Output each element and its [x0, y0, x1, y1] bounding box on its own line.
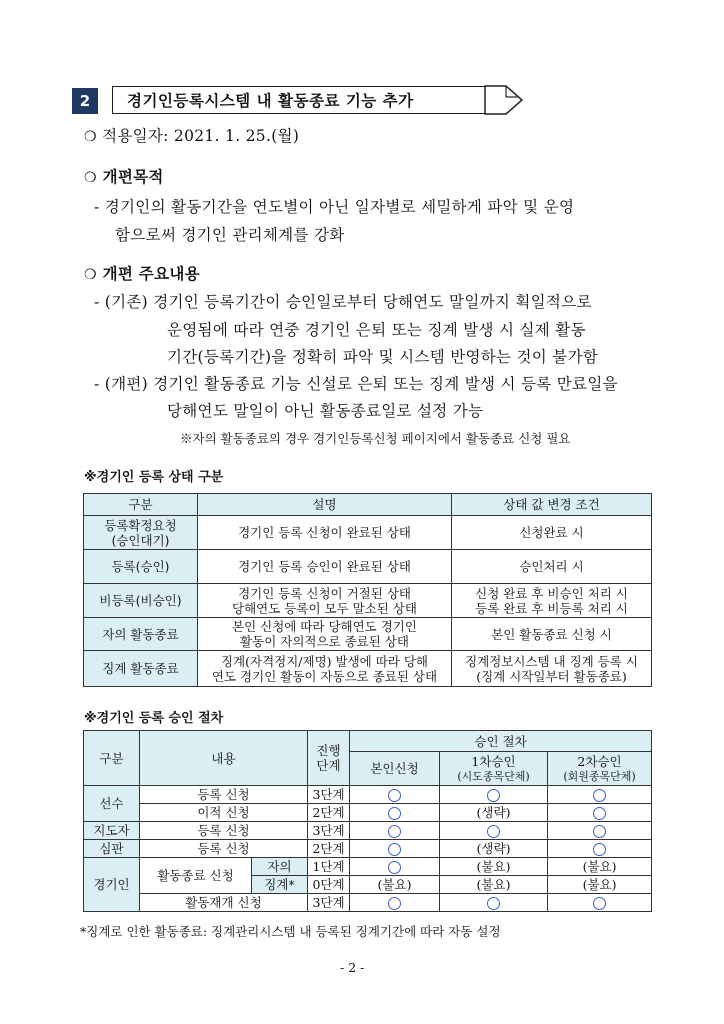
status-table	[83, 493, 652, 687]
circle-icon	[388, 825, 401, 838]
status-condition: 징계정보시스템 내 징계 등록 시 (징계 시작일부터 활동종료)	[452, 651, 652, 687]
column-header: 진행 단계	[308, 731, 350, 786]
row-second	[548, 840, 652, 858]
circle-icon	[593, 897, 606, 910]
circle-icon	[593, 807, 606, 820]
circle-bullet-icon: ❍	[84, 129, 97, 145]
column-header: 상태 값 변경 조건	[452, 494, 652, 516]
circle-icon	[388, 861, 401, 874]
row-first	[440, 894, 548, 912]
row-content: 등록 신청	[140, 822, 308, 840]
row-content-group: 활동종료 신청	[140, 858, 252, 894]
changes-before-line: - (기존) 경기인 등록기간이 승인일로부터 당해연도 말일까지 획일적으로	[94, 293, 592, 311]
row-first: (생략)	[440, 804, 548, 822]
row-stage: 3단계	[308, 894, 350, 912]
column-header: 승인 절차	[350, 731, 652, 752]
column-header: 구분	[84, 494, 198, 516]
row-stage: 3단계	[308, 822, 350, 840]
table-row	[84, 894, 652, 912]
page-number: - 2 -	[340, 960, 365, 975]
section-title: 경기인등록시스템 내 활동종료 기능 추가	[112, 86, 507, 114]
row-first: (불요)	[440, 876, 548, 894]
column-header: 내용	[140, 731, 308, 786]
status-description: 경기인 등록 신청이 완료된 상태	[198, 516, 452, 550]
approval-header-row	[84, 731, 652, 752]
status-table-header-row	[84, 494, 652, 516]
section-number: 2	[72, 88, 98, 114]
status-condition: 승인처리 시	[452, 550, 652, 584]
row-stage: 2단계	[308, 804, 350, 822]
changes-heading: ❍ 개편 주요내용	[84, 264, 200, 283]
row-first: (불요)	[440, 858, 548, 876]
status-description: 징계(자격정지/제명) 발생에 따라 당해 연도 경기인 활동이 자동으로 종료된 상태	[198, 651, 452, 687]
circle-icon	[388, 843, 401, 856]
circle-icon	[487, 825, 500, 838]
circle-icon	[593, 789, 606, 802]
column-header: 본인신청	[350, 752, 440, 786]
group-label: 경기인	[84, 858, 140, 912]
group-label: 선수	[84, 786, 140, 822]
row-second	[548, 822, 652, 840]
purpose-line: - 경기인의 활동기간을 연도별이 아닌 일자별로 세밀하게 파악 및 운영	[94, 198, 575, 216]
table-row	[84, 516, 652, 550]
circle-icon	[593, 825, 606, 838]
row-content: 등록 신청	[140, 840, 308, 858]
circle-icon	[487, 789, 500, 802]
table-row	[84, 840, 652, 858]
row-first	[440, 786, 548, 804]
row-content: 자의	[252, 858, 308, 876]
status-category: 자의 활동종료	[84, 618, 198, 651]
status-condition: 신청완료 시	[452, 516, 652, 550]
group-label: 지도자	[84, 822, 140, 840]
row-stage: 3단계	[308, 786, 350, 804]
row-second	[548, 804, 652, 822]
changes-after-line: 당해연도 말일이 아닌 활동종료일로 설정 가능	[167, 402, 484, 420]
row-self	[350, 786, 440, 804]
row-self	[350, 894, 440, 912]
row-second	[548, 786, 652, 804]
table-row	[84, 786, 652, 804]
table-row	[84, 858, 652, 876]
row-self: (불요)	[350, 876, 440, 894]
column-header: 구분	[84, 731, 140, 786]
row-stage: 1단계	[308, 858, 350, 876]
purpose-line: 함으로써 경기인 관리체계를 강화	[115, 226, 345, 244]
table-row	[84, 804, 652, 822]
status-condition: 신청 완료 후 비승인 처리 시 등록 완료 후 비등록 처리 시	[452, 584, 652, 618]
row-self	[350, 840, 440, 858]
status-category: 등록확정요청 (승인대기)	[84, 516, 198, 550]
table-row	[84, 584, 652, 618]
status-category: 비등록(비승인)	[84, 584, 198, 618]
row-first	[440, 822, 548, 840]
changes-note: ※자의 활동종료의 경우 경기인등록신청 페이지에서 활동종료 신청 필요	[180, 431, 571, 446]
column-header: 1차승인 (시도종목단체)	[440, 752, 548, 786]
row-stage: 0단계	[308, 876, 350, 894]
table-row	[84, 618, 652, 651]
row-content: 등록 신청	[140, 786, 308, 804]
status-condition: 본인 활동종료 신청 시	[452, 618, 652, 651]
approval-table-title: ※경기인 등록 승인 절차	[84, 711, 224, 726]
circle-icon	[388, 807, 401, 820]
section-title-fold-decoration	[484, 85, 524, 116]
row-self	[350, 822, 440, 840]
table-row	[84, 550, 652, 584]
purpose-heading: ❍ 개편목적	[84, 167, 164, 186]
status-category: 등록(승인)	[84, 550, 198, 584]
status-description: 본인 신청에 따라 당해연도 경기인 활동이 자의적으로 종료된 상태	[198, 618, 452, 651]
circle-icon	[593, 843, 606, 856]
status-table-title: ※경기인 등록 상태 구분	[84, 470, 224, 485]
row-content: 이적 신청	[140, 804, 308, 822]
row-second	[548, 894, 652, 912]
changes-before-line: 기간(등록기간)을 정확히 파악 및 시스템 반영하는 것이 불가함	[167, 348, 599, 366]
table-row	[84, 651, 652, 687]
row-self	[350, 858, 440, 876]
group-label: 심판	[84, 840, 140, 858]
column-header: 설명	[198, 494, 452, 516]
effective-date: ❍ 적용일자: 2021. 1. 25.(월)	[84, 127, 300, 145]
status-description: 경기인 등록 승인이 완료된 상태	[198, 550, 452, 584]
column-header: 2차승인 (회원종목단체)	[548, 752, 652, 786]
changes-after-line: - (개편) 경기인 활동종료 기능 신설로 은퇴 또는 징계 발생 시 등록 만료일을	[94, 375, 618, 393]
row-second: (불요)	[548, 876, 652, 894]
circle-icon	[388, 789, 401, 802]
circle-icon	[388, 897, 401, 910]
row-content: 징계*	[252, 876, 308, 894]
status-category: 징계 활동종료	[84, 651, 198, 687]
circle-icon	[487, 897, 500, 910]
row-self	[350, 804, 440, 822]
status-description: 경기인 등록 신청이 거절된 상태 당해연도 등록이 모두 말소된 상태	[198, 584, 452, 618]
row-second: (불요)	[548, 858, 652, 876]
changes-before-line: 운영됨에 따라 연중 경기인 은퇴 또는 징계 발생 시 실제 활동	[167, 321, 586, 339]
approval-table	[83, 730, 652, 912]
row-stage: 2단계	[308, 840, 350, 858]
row-first: (생략)	[440, 840, 548, 858]
row-content: 활동재개 신청	[140, 894, 308, 912]
table-row	[84, 822, 652, 840]
footnote: *징계로 인한 활동종료: 징계관리시스템 내 등록된 징계기간에 따라 자동 설정	[80, 924, 501, 939]
